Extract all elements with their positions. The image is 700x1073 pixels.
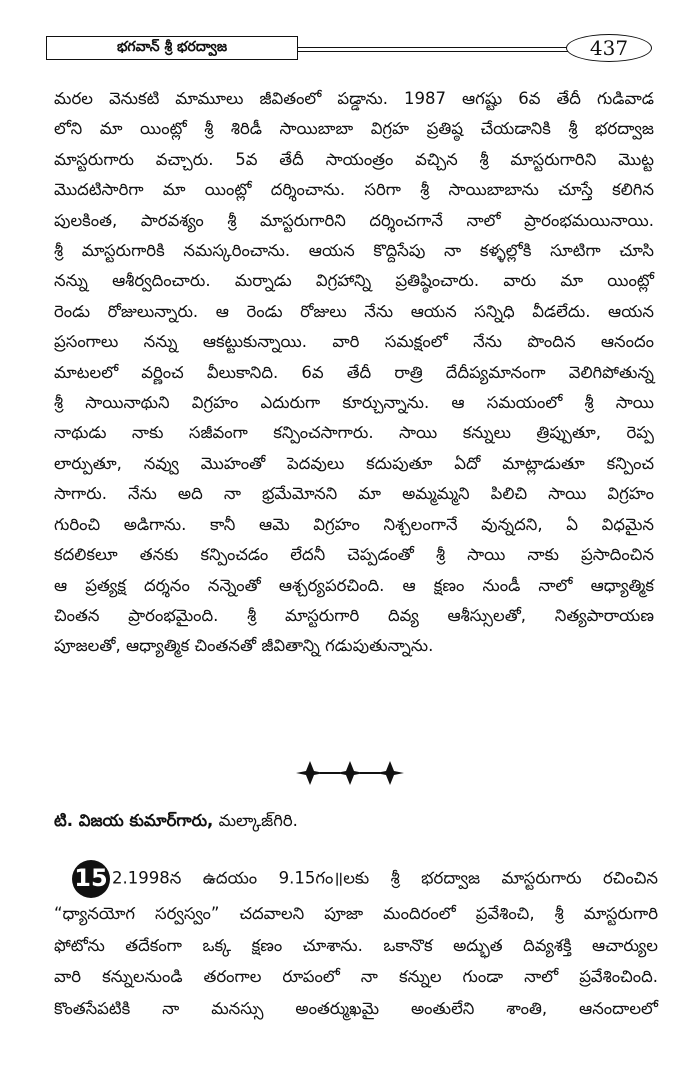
text-line: సాగారు. నేను అది నా భ్రమేమోనని మా అమ్మమ్మని పిలిచి సాయి విగ్రహం — [54, 484, 654, 504]
text-line: మరల వెనుకటి మామూలు జీవితంలో పడ్డాను. 1987 ఆగష్టు 6వ తేదీ గుడివాడ — [54, 89, 654, 108]
text-line: రెండు రోజులున్నారు. ఆ రెండు రోజులు నేను ఆయన సన్నిధి వీడలేదు. ఆయన — [54, 301, 654, 321]
paragraph-1 — [54, 84, 654, 662]
text-line: ఆ ప్రత్యక్ష దర్శనం నన్నెంతో ఆశ్చర్యపరచింది. ఆ క్షణం నుండీ నాలో ఆధ్యాత్మిక — [54, 575, 654, 595]
text-line: నాథుడు నాకు సజీవంగా కన్పించసాగారు. సాయి కన్నులు త్రిప్పుతూ, రెప్ప — [54, 423, 654, 443]
text-line: గురించి అడిగాను. కానీ ఆమె విగ్రహం నిశ్చలంగానే వున్నదని, ఏ విధమైన — [54, 514, 654, 534]
text-line: పులకింత, పారవశ్యం శ్రీ మాస్టరుగారిని దర్శించగానే నాలో ప్రారంభమయినాయి. — [54, 210, 654, 230]
text-line: లార్పుతూ, నవ్వు మొహంతో పెదవులు కదుపుతూ ఏదో మాట్లాడుతూ కన్పించ — [54, 453, 654, 473]
text-line: నన్ను ఆశీర్వదించారు. మర్నాడు విగ్రహాన్ని ప్రతిష్ఠించారు. వారు మా యింట్లో — [54, 271, 654, 291]
running-header — [46, 36, 650, 60]
text-line — [54, 860, 658, 898]
text-line: చింతన ప్రారంభమైంది. శ్రీ మాస్టరుగారి దివ్య ఆశీస్సులతో, నిత్యపారాయణ — [54, 605, 654, 625]
contributor-byline — [54, 806, 654, 836]
contributor-name: టి. విజయ కుమార్‌గారు, — [54, 811, 214, 830]
text-line: పూజలతో, ఆధ్యాత్మిక చింతనతో జీవితాన్ని గడుపుతున్నాను. — [54, 636, 434, 656]
text-line: శ్రీ మాస్టరుగారికి నమస్కరించాను. ఆయన కొద్దిసేపు నా కళ్ళల్లోకి సూటిగా చూసి — [54, 241, 654, 261]
text-line: శ్రీ సాయినాథుని విగ్రహం ఎదురుగా కూర్చున్నాను. ఆ సమయంలో శ్రీ సాయి — [54, 393, 654, 413]
text-line: లోని మా యింట్లో శ్రీ శిరిడీ సాయిబాబా విగ్రహ ప్రతిష్ఠ చేయడానికి శ్రీ భరద్వాజ — [54, 119, 654, 139]
page-number: 437 — [566, 34, 652, 62]
text-line: మొదటిసారిగా మా యింట్లో దర్శించాను. సరిగా శ్రీ సాయిబాబాను చూస్తే కలిగిన — [54, 180, 654, 200]
text-line: కొంతసేపటికి నా మనస్సు అంతర్ముఖమై అంతులేని శాంతి, ఆనందాలలో — [54, 998, 658, 1018]
section-divider-ornament — [0, 758, 700, 788]
text-line: “ధ్యానయోగ సర్వస్వం” చదవాలని పూజా మందిరంలో ప్రవేశించి, శ్రీ మాస్టరుగారి — [54, 904, 658, 923]
text-line-content: 2.1998న ఉదయం 9.15గం॥లకు శ్రీ భరద్వాజ మాస్టరుగారు రచించిన — [112, 868, 658, 888]
text-line: కదలికలూ తనకు కన్పించడం లేదనీ చెప్పడంతో శ్రీ సాయి నాకు ప్రసాదించిన — [54, 545, 654, 565]
paragraph-2 — [54, 860, 658, 1024]
text-line: మాటలలో వర్ణించ వీలుకానిది. 6వ తేదీ రాత్రి దేదీప్యమానంగా వెలిగిపోతున్న — [54, 362, 654, 382]
text-line: ప్రసంగాలు నన్ను ఆకట్టుకున్నాయి. వారి సమక్షంలో నేను పొందిన ఆనందం — [54, 332, 654, 352]
contributor-place: మల్కాజ్‌గిరి. — [213, 811, 298, 830]
text-line: మాస్టరుగారు వచ్చారు. 5వ తేదీ సాయంత్రం వచ్చిన శ్రీ మాస్టరుగారిని మొట్ట — [54, 149, 654, 169]
header-title: భగవాన్ శ్రీ భరద్వాజ — [46, 36, 298, 60]
text-line: వారి కన్నులనుండి తరంగాల రూపంలో నా కన్నుల గుండా నాలో ప్రవేశించింది. — [54, 967, 658, 986]
text-line: ఫోటోను తదేకంగా ఒక్క క్షణం చూశాను. ఒకానొక అద్భుత దివ్యశక్తి ఆచార్యుల — [54, 935, 658, 955]
dropcap-number: 15 — [72, 860, 110, 898]
four-point-star-icon — [290, 758, 410, 788]
